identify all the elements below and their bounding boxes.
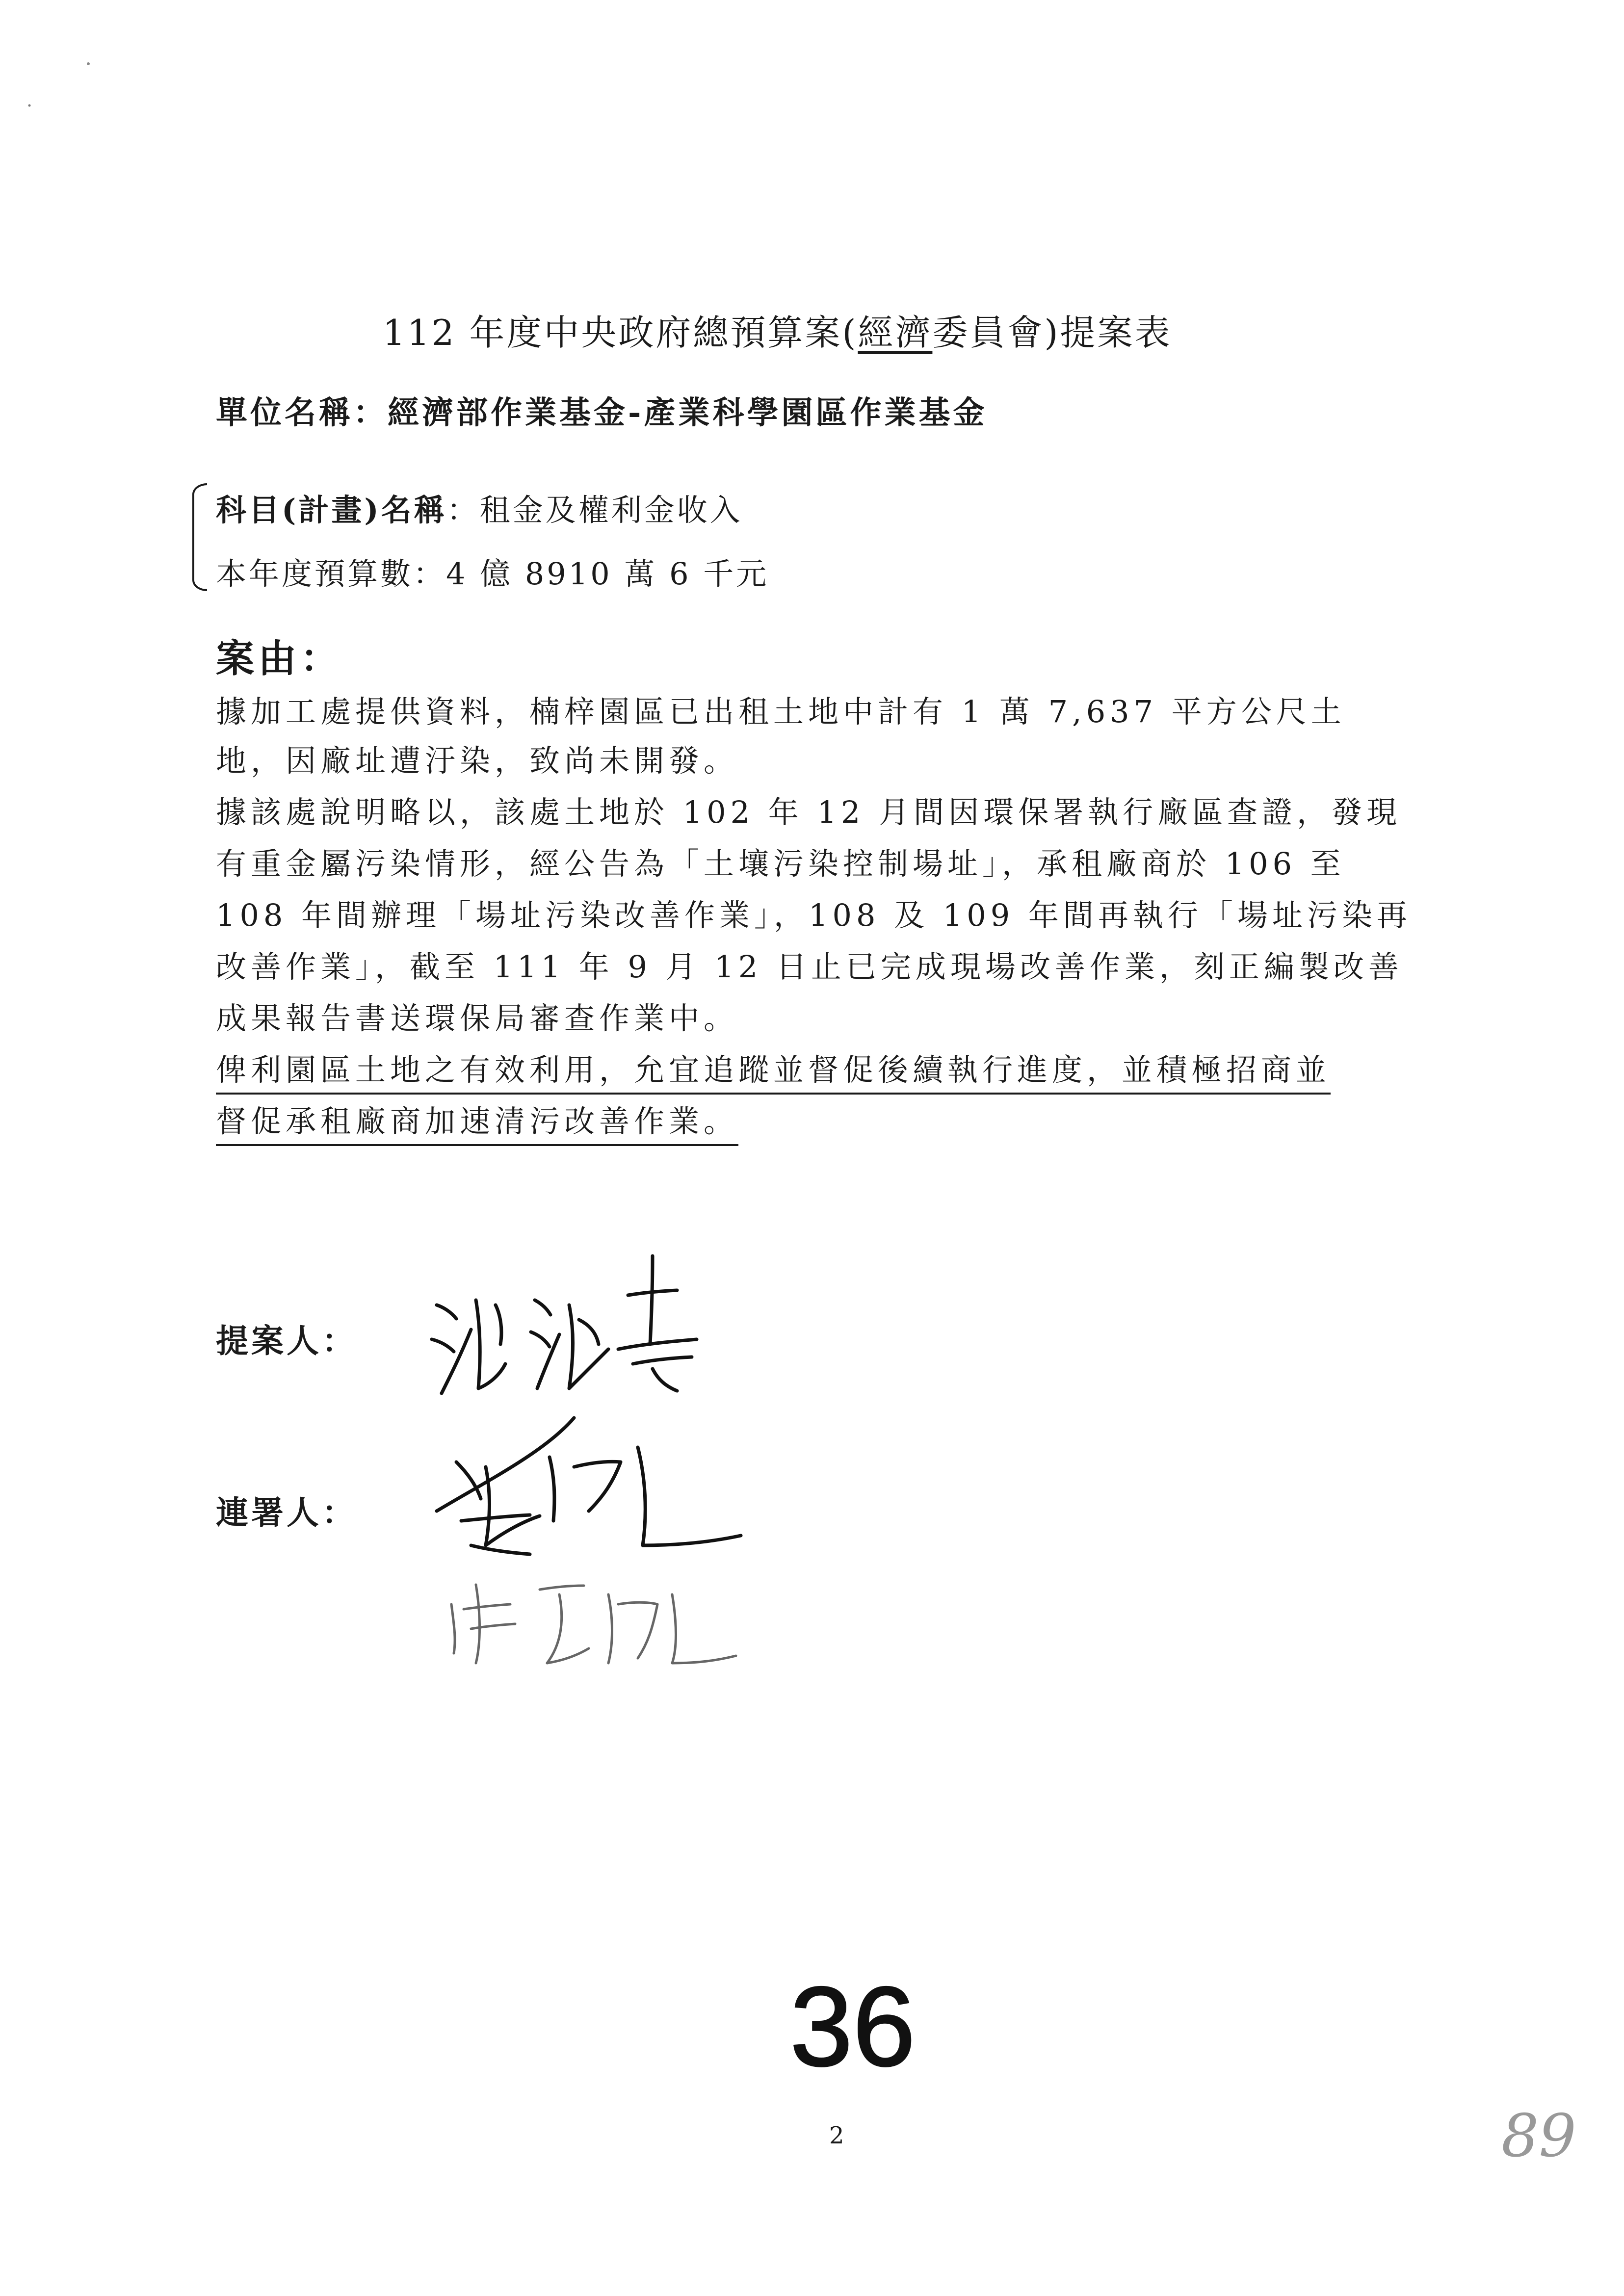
- body-line: 據加工處提供資料，楠梓園區已出租土地中計有 1 萬 7,637 平方公尺土: [216, 694, 1346, 730]
- unit-name-line: 單位名稱：經濟部作業基金-產業科學園區作業基金: [216, 394, 988, 431]
- cosigner-signature-1: [427, 1398, 780, 1570]
- page-number: 2: [829, 2122, 844, 2149]
- title-underlined-word: 經濟: [858, 312, 933, 353]
- body-line: 改善作業」，截至 111 年 9 月 12 日止已完成現場改善作業，刻正編製改善: [216, 949, 1403, 985]
- proposer-signature: [422, 1246, 716, 1403]
- scan-speck: [25, 101, 39, 115]
- recommendation-line: [216, 1103, 739, 1139]
- pencil-annotation: [1501, 2100, 1599, 2168]
- recommendation-text: 俾利園區土地之有效利用，允宜追蹤並督促後續執行進度，並積極招商並: [216, 1052, 1331, 1095]
- budget-line: 本年度預算數：4 億 8910 萬 6 千元: [216, 556, 769, 592]
- proposer-label: 提案人：: [216, 1322, 357, 1360]
- recommendation-line: [216, 1052, 1331, 1088]
- handwritten-number-text: 36: [790, 1972, 916, 2085]
- body-line: 108 年間辦理「場址污染改善作業」，108 及 109 年間再執行「場址污染再: [216, 897, 1412, 933]
- document-title: [383, 304, 1172, 355]
- scan-speck: [83, 59, 98, 74]
- cosigner-label: 連署人：: [216, 1493, 357, 1532]
- body-line: 據該處說明略以，該處土地於 102 年 12 月間因環保署執行廠區查證，發現: [216, 794, 1402, 830]
- title-suffix: 委員會)提案表: [932, 312, 1172, 353]
- title-prefix: 112 年度中央政府總預算案(: [383, 312, 858, 353]
- body-line: 成果報告書送環保局審查作業中。: [216, 1000, 739, 1036]
- body-line: 有重金屬污染情形，經公告為「土壤污染控制場址」，承租廠商於 106 至: [216, 846, 1345, 882]
- pencil-annotation-text: 89: [1501, 2102, 1576, 2168]
- item-name-line: [216, 486, 743, 529]
- recommendation-text: 督促承租廠商加速清污改善作業。: [216, 1103, 738, 1146]
- handwritten-number: [790, 1972, 947, 2085]
- item-bracket: [192, 483, 207, 591]
- body-line: 地，因廠址遭汙染，致尚未開發。: [216, 743, 739, 779]
- cosigner-signature-2: [442, 1565, 746, 1673]
- item-label: 科目(計畫)名稱: [216, 492, 447, 528]
- item-value: ：租金及權利金收入: [446, 492, 743, 528]
- reason-label: 案由：: [216, 636, 343, 681]
